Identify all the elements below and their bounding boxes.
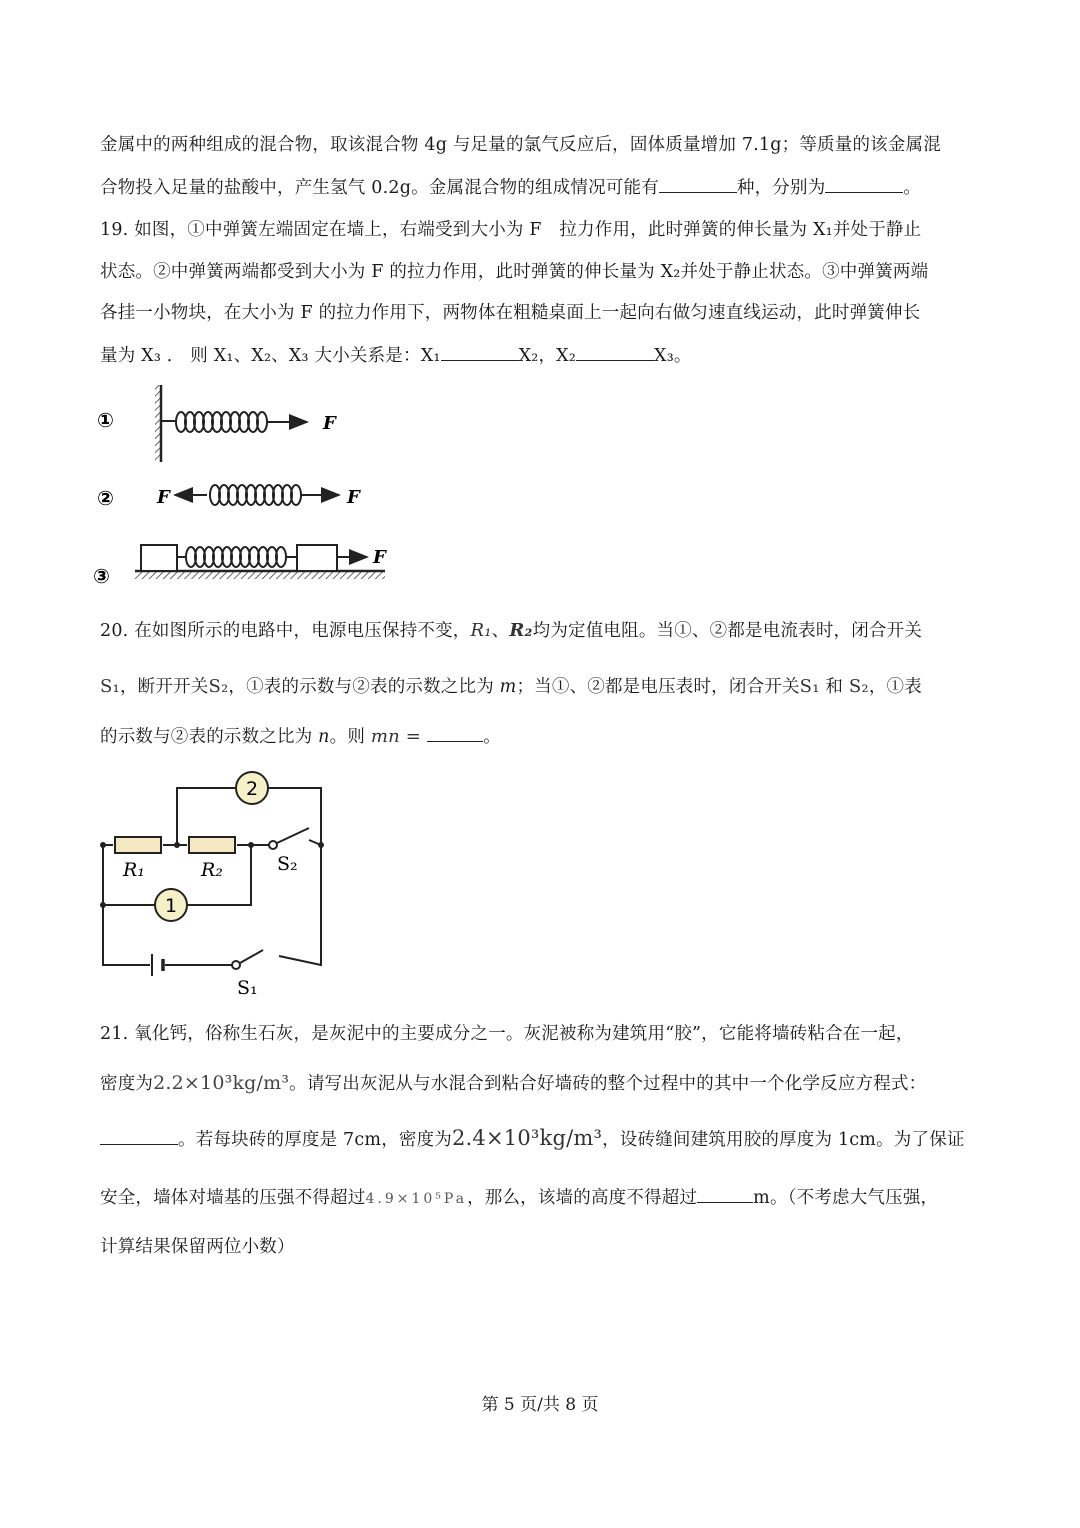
- pressure-value: 4.9×10⁵Pa: [365, 1191, 468, 1207]
- q21-line-3: [100, 1126, 965, 1151]
- switch-s1-pivot: [232, 961, 240, 969]
- spring-figure: [95, 385, 405, 590]
- q21-text: 安全，墙体对墙基的压强不得超过: [100, 1188, 366, 1208]
- q19-text: 量为 X₃ ． 则 X₁、X₂、X₃ 大小关系是：X₁: [100, 346, 441, 366]
- label-3: ③: [93, 564, 110, 588]
- r2-label: R₂: [201, 859, 223, 881]
- mn-expression: mn =: [370, 726, 422, 747]
- q21-line-4: [100, 1184, 938, 1209]
- force-label: F: [157, 487, 170, 508]
- q21-text: 。请写出灰泥从与水混合到粘合好墙砖的整个过程中的其中一个化学反应方程式：: [289, 1074, 927, 1094]
- s2-symbol: S₂: [208, 676, 229, 697]
- q21-text: ，那么，该墙的高度不得超过: [467, 1188, 698, 1208]
- force-label: F: [373, 547, 386, 568]
- q18-text: 种，分别为: [736, 178, 826, 198]
- q20-line-3: [100, 723, 501, 748]
- spring-2: [210, 485, 301, 505]
- r1-symbol: R₁: [470, 620, 492, 641]
- q20-text: ，①表: [868, 677, 922, 697]
- q21-text: m。（不考虑大气压强，: [753, 1188, 939, 1208]
- q19-text: X₃。: [654, 346, 692, 366]
- density-1: 2.2×10³kg/m³: [153, 1072, 290, 1094]
- answer-blank: [576, 344, 654, 361]
- q20-line-2: [100, 673, 922, 698]
- q19-line-3: 各挂一小物块，在大小为 F 的拉力作用下，两物体在粗糙桌面上一起向右做匀速直线运动，此时弹簧伸长: [100, 303, 921, 323]
- label-1: ①: [97, 408, 114, 432]
- s2-symbol: S₂: [848, 676, 869, 697]
- q20-text: ，断开开关: [119, 677, 209, 697]
- q20-text: 、: [491, 621, 510, 641]
- switch-s2-lever: [277, 828, 309, 843]
- switch-s2-pivot: [269, 841, 277, 849]
- s1-label: S₁: [237, 977, 258, 999]
- q20-text: ；当①、②都是电压表时，闭合开关: [516, 677, 800, 697]
- q18-text: 。: [903, 178, 922, 198]
- circuit-diagram: [95, 770, 335, 1000]
- q21-text: 密度为: [100, 1074, 154, 1094]
- force-label: F: [347, 487, 360, 508]
- answer-blank: [427, 725, 483, 742]
- label-2: ②: [97, 486, 114, 510]
- q19-line-2: 状态。②中弹簧两端都受到大小为 F 的拉力作用，此时弹簧的伸长量为 X₂并处于静止状态。③中弹簧两端: [100, 262, 929, 282]
- answer-blank: [100, 1128, 178, 1145]
- block-right: [297, 545, 337, 571]
- page-footer: 第 5 页/共 8 页: [481, 1395, 599, 1415]
- answer-blank: [659, 176, 737, 193]
- q19-text: X₂，X₂: [518, 346, 577, 366]
- n-variable: n: [318, 727, 330, 747]
- q20-text: 20. 在如图所示的电路中，电源电压保持不变，: [100, 621, 471, 641]
- s1-symbol: S₁: [100, 676, 120, 697]
- q21-line-1: 21. 氧化钙，俗称生石灰，是灰泥中的主要成分之一。灰泥被称为建筑用“胶”，它能将墙砖粘合在一起，: [100, 1024, 914, 1044]
- spring-1: [176, 412, 267, 432]
- q20-text: 均为定值电阻。当①、②都是电流表时，闭合开关: [532, 621, 923, 641]
- s1-symbol: S₁: [799, 676, 820, 697]
- r2-symbol: R₂: [509, 620, 533, 641]
- answer-blank: [441, 344, 519, 361]
- q20-text: ，①表的示数与②表的示数之比为: [228, 677, 500, 697]
- q21-text: 。若每块砖的厚度是 7cm，密度为: [178, 1130, 452, 1150]
- q20-text: 。则: [329, 727, 371, 747]
- q21-text: ，设砖缝间建筑用胶的厚度为 1cm。为了保证: [602, 1130, 965, 1150]
- q18-line-2: [100, 174, 921, 199]
- answer-blank: [697, 1186, 753, 1203]
- meter-1-label: 1: [164, 895, 178, 917]
- q20-line-1: [100, 617, 922, 642]
- q19-line-4: [100, 342, 692, 367]
- density-2: 2.4×10³kg/m³: [452, 1126, 603, 1150]
- m-variable: m: [499, 677, 517, 697]
- q20-text: 。: [483, 727, 501, 747]
- q21-line-5: 计算结果保留两位小数）: [100, 1237, 295, 1257]
- resistor-r1: [115, 837, 161, 853]
- q18-line-1: 金属中的两种组成的混合物，取该混合物 4g 与足量的氯气反应后，固体质量增加 7.1g；等质量的该金属混: [100, 135, 941, 155]
- r1-label: R₁: [123, 859, 145, 881]
- switch-s1-lever: [240, 950, 263, 963]
- resistor-r2: [189, 837, 235, 853]
- q20-text: 的示数与②表的示数之比为: [100, 727, 319, 747]
- q21-line-2: [100, 1070, 926, 1095]
- q20-text: 和: [819, 677, 849, 697]
- q18-text: 合物投入足量的盐酸中，产生氢气 0.2g。金属混合物的组成情况可能有: [100, 178, 659, 198]
- block-left: [141, 545, 177, 571]
- spring-3: [186, 547, 286, 567]
- answer-blank: [825, 176, 903, 193]
- q19-line-1: 19. 如图，①中弹簧左端固定在墙上，右端受到大小为 F 拉力作用，此时弹簧的伸长量为 X₁并处于静止: [100, 220, 922, 240]
- meter-2-label: 2: [245, 778, 259, 800]
- s2-label: S₂: [277, 853, 298, 875]
- force-label: F: [323, 413, 336, 434]
